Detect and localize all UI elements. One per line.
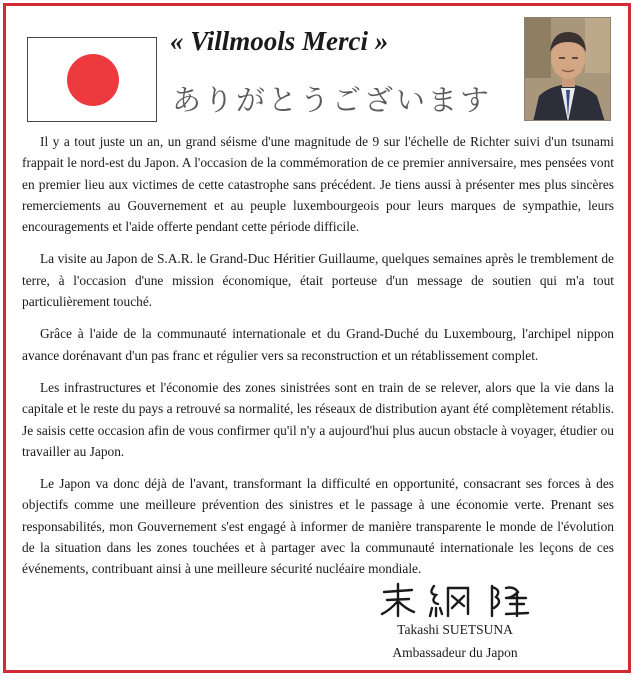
signatory-name: Takashi SUETSUNA: [397, 622, 513, 637]
signatory-title: Ambassadeur du Japon: [392, 645, 518, 660]
paragraph-2: La visite au Japon de S.A.R. le Grand-Duc Héritier Guillaume, quelques semaines après le tremblement de terre, à l'occasion d'une mission économique, était porteuse d'un message de soutien qui m'a tout particulièrement touché.: [22, 251, 614, 310]
flag-sun-disc: [67, 54, 119, 106]
letter-body: [22, 131, 614, 591]
paragraph-5: Le Japon va donc déjà de l'avant, transformant la difficulté en opportunité, consacrant ses forces à des objectifs comme une meilleure prévention des sinistres et le passage à une économie verte. Prenant ses responsabilités, mon Gouvernement s'est engagé à informer de manière transparente le monde de l'évolution de la situation dans les zones touchées et à partager avec la communauté internationale les leçons de ces événements, contribuant ainsi à une meilleure sécurité nucléaire mondiale.: [22, 476, 614, 577]
paragraph-3: Grâce à l'aide de la communauté internationale et du Grand-Duché du Luxembourg, l'archipel nippon avance dorénavant d'un pas franc et régulier vers sa reconstruction et un rétablissement complet.: [22, 326, 614, 363]
portrait-illustration: [525, 18, 611, 121]
japanese-thanks: ありがとうございます: [172, 83, 493, 117]
paragraph-4: Les infrastructures et l'économie des zones sinistrées sont en train de se relever, alors que la vie dans la capitale et le reste du pays a retrouvé sa normalité, les réseaux de distribution ayant été complètement rétablis. Je saisis cette occasion afin de vous confirmer qu'il n'y a aujourd'hui plus aucun obstacle à voyager, étudier ou travailler au Japon.: [22, 379, 614, 459]
japan-flag-icon: [27, 37, 157, 122]
page-title: « Villmools Merci »: [170, 26, 389, 56]
handwritten-signature: [378, 580, 534, 620]
signature-strokes: [378, 580, 534, 620]
portrait-photo: [524, 17, 611, 121]
paragraph-1: Il y a tout juste un an, un grand séisme d'une magnitude de 9 sur l'échelle de Richter suivi d'un tsunami frappait le nord-est du Japon. A l'occasion de la commémoration de ce premier anniversaire, mes pensées vont en premier lieu aux victimes de cette catastrophe sans précédent. Je tiens aussi à présenter mes plus sincères remerciements au Gouvernement et au peuple luxembourgeois pour leurs marques de sympathie, leurs encouragements et l'aide offerte pendant cette période difficile.: [22, 134, 614, 235]
